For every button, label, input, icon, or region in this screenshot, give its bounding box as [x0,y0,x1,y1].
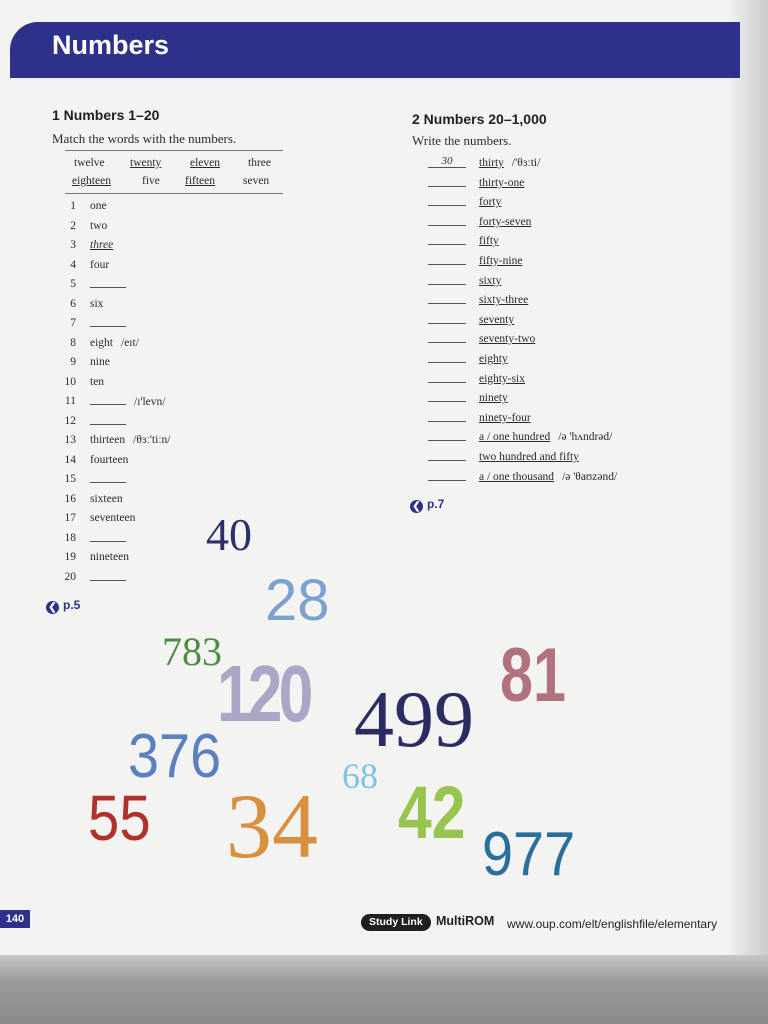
number-word-row [479,431,612,443]
wordbox-word: fifteen [185,175,216,187]
page-title: Numbers [52,30,170,60]
row-number: 4 [70,258,76,271]
number-word-row [479,373,525,385]
row-answer [90,317,126,330]
answer-blank[interactable] [428,334,466,343]
number-word: fifty [479,235,499,248]
row-number: 17 [64,512,76,524]
number-word-row [479,314,514,326]
wordbox-word: eighteen [72,175,111,187]
row-answer [90,220,107,232]
answer-blank[interactable] [428,295,466,304]
row-answer [90,337,139,349]
row-answer [90,259,109,271]
decorative-number: 376 [128,722,222,791]
number-word: four [90,258,110,271]
number-word: fifty-nine [479,255,523,267]
multirom-label: MultiROM [436,914,495,928]
number-word: thirty [479,157,504,169]
page-number: 140 [0,910,30,928]
row-number: 8 [70,336,76,349]
number-word: eighty-six [479,372,525,385]
number-word: ninety-four [479,411,531,424]
number-word-row [479,471,617,483]
row-number: 16 [64,492,76,505]
number-word: a / one thousand [479,470,555,483]
number-word-row [479,216,531,228]
number-word: two hundred and fifty [479,451,579,463]
row-number: 1 [70,200,76,212]
row-answer [90,200,107,212]
row-number: 2 [70,219,76,232]
phonetic-transcription: /ə 'hʌndrəd/ [558,431,613,444]
row-answer [90,278,126,291]
wordbox-word: five [142,175,160,187]
row-number: 12 [64,414,76,427]
row-number: 7 [70,317,76,329]
answer-blank[interactable] [428,276,466,285]
answer-blank[interactable] [428,413,466,422]
phonetic-transcription: /θɜː'tiːn/ [133,434,171,446]
number-word: two [90,219,108,232]
row-answer [90,395,165,408]
number-word: nine [90,356,110,368]
row-number: 19 [64,551,76,563]
answer-blank[interactable] [90,532,126,542]
decorative-number: 42 [398,771,466,854]
row-answer [90,512,135,524]
section1-instruction: Match the words with the numbers. [52,131,237,146]
number-word-row [479,412,531,424]
number-word: one [90,200,107,212]
answer-blank[interactable] [90,317,126,327]
number-word: thirty-one [479,176,525,189]
decorative-number: 55 [88,782,151,854]
section2-instruction: Write the numbers. [412,133,512,148]
wordbox-word: eleven [190,157,221,169]
wordbox-word: three [248,157,271,169]
number-word-row [479,353,508,365]
decorative-number: 68 [342,756,378,796]
section1-heading: 1 Numbers 1–20 [52,107,160,123]
number-word: forty [479,196,502,209]
answer-blank[interactable] [428,452,466,461]
number-word: fourteen [90,453,129,466]
answer-blank[interactable] [428,236,466,245]
row-answer [90,356,110,368]
row-number: 6 [70,297,76,310]
number-word: sixty [479,274,502,287]
website-link[interactable]: www.oup.com/elt/englishfile/elementary [507,917,718,931]
answer-blank[interactable] [428,432,466,441]
scanner-edge [0,955,768,1024]
phonetic-transcription: /ə 'θaʊzənd/ [562,470,618,483]
number-word: ten [90,375,105,388]
spine-shadow [726,0,768,955]
decorative-number: 34 [226,775,318,877]
phonetic-transcription: /eɪt/ [121,336,139,349]
page-reference: ❮ p.5 [46,598,80,614]
row-number: 3 [70,239,76,251]
answer-blank[interactable] [428,315,466,324]
row-number: 18 [64,531,76,544]
row-answer [90,473,126,486]
row-answer [90,532,126,545]
answer-blank[interactable] [90,415,126,425]
number-word: seventy [479,313,515,326]
row-number: 14 [64,453,76,466]
row-answer [90,298,103,310]
row-number: 13 [64,434,76,446]
row-answer [90,239,113,251]
answer-blank[interactable] [428,374,466,383]
row-number: 10 [64,375,76,388]
decorative-number: 120 [217,649,310,738]
number-word: sixteen [90,492,123,505]
answer-blank[interactable] [90,278,126,288]
number-word: forty-seven [479,215,532,228]
row-answer [90,434,170,446]
number-word: a / one hundred [479,431,551,444]
answer-blank[interactable] [90,571,126,581]
arrow-left-icon: ❮ [410,500,423,513]
answer-blank[interactable] [428,217,466,226]
wordbox-word: seven [243,175,270,187]
answer-blank[interactable] [90,473,126,483]
decorative-number: 977 [482,820,576,889]
number-word-row [479,196,501,208]
decorative-number: 783 [162,629,222,674]
number-word: seventy-two [479,333,536,346]
study-link-badge: Study Link [361,914,431,931]
number-word-row [479,392,508,404]
number-word-row [479,333,535,345]
example-answer: 30 [428,155,466,168]
answer-blank[interactable] [428,354,466,363]
answer-blank[interactable] [90,395,126,405]
answer-blank[interactable] [428,256,466,265]
row-answer [90,493,123,505]
row-number: 5 [70,278,76,290]
answer-blank[interactable] [428,197,466,206]
page-reference: ❮ p.7 [410,497,444,513]
row-number: 20 [64,570,76,583]
row-answer [90,571,126,584]
number-word: eighty [479,353,508,365]
arrow-left-icon: ❮ [46,601,59,614]
wordbox-word: twelve [74,157,105,169]
number-word: three [90,239,114,251]
row-number: 9 [70,356,76,368]
number-word-row [479,177,524,189]
row-number: 15 [64,473,76,485]
row-answer [90,415,126,428]
row-answer [90,551,129,563]
number-word: nineteen [90,551,129,563]
number-word-row [479,275,501,287]
number-word: eight [90,336,113,349]
decorative-number: 499 [354,676,474,764]
number-word: seventeen [90,512,136,524]
wordbox-word: twenty [130,157,162,169]
number-word-row [479,294,528,306]
number-word-row [479,255,522,267]
number-word: six [90,297,104,310]
decorative-number: 40 [206,509,252,560]
number-word: ninety [479,392,508,405]
number-word-row [479,451,579,463]
section2-heading: 2 Numbers 20–1,000 [412,111,547,127]
phonetic-transcription: /ɪ'levn/ [134,396,166,408]
phonetic-transcription: /'θɜːti/ [511,157,541,169]
number-word-row [479,235,499,247]
number-word: thirteen [90,434,126,446]
answer-blank[interactable] [428,178,466,187]
row-answer [90,454,128,466]
answer-blank[interactable] [428,393,466,402]
row-answer [90,376,104,388]
decorative-number: 28 [265,568,330,633]
answer-blank[interactable] [428,472,466,481]
number-word-row [479,157,540,169]
row-number: 11 [64,395,76,407]
number-word: sixty-three [479,294,529,307]
decorative-number: 81 [500,633,566,718]
